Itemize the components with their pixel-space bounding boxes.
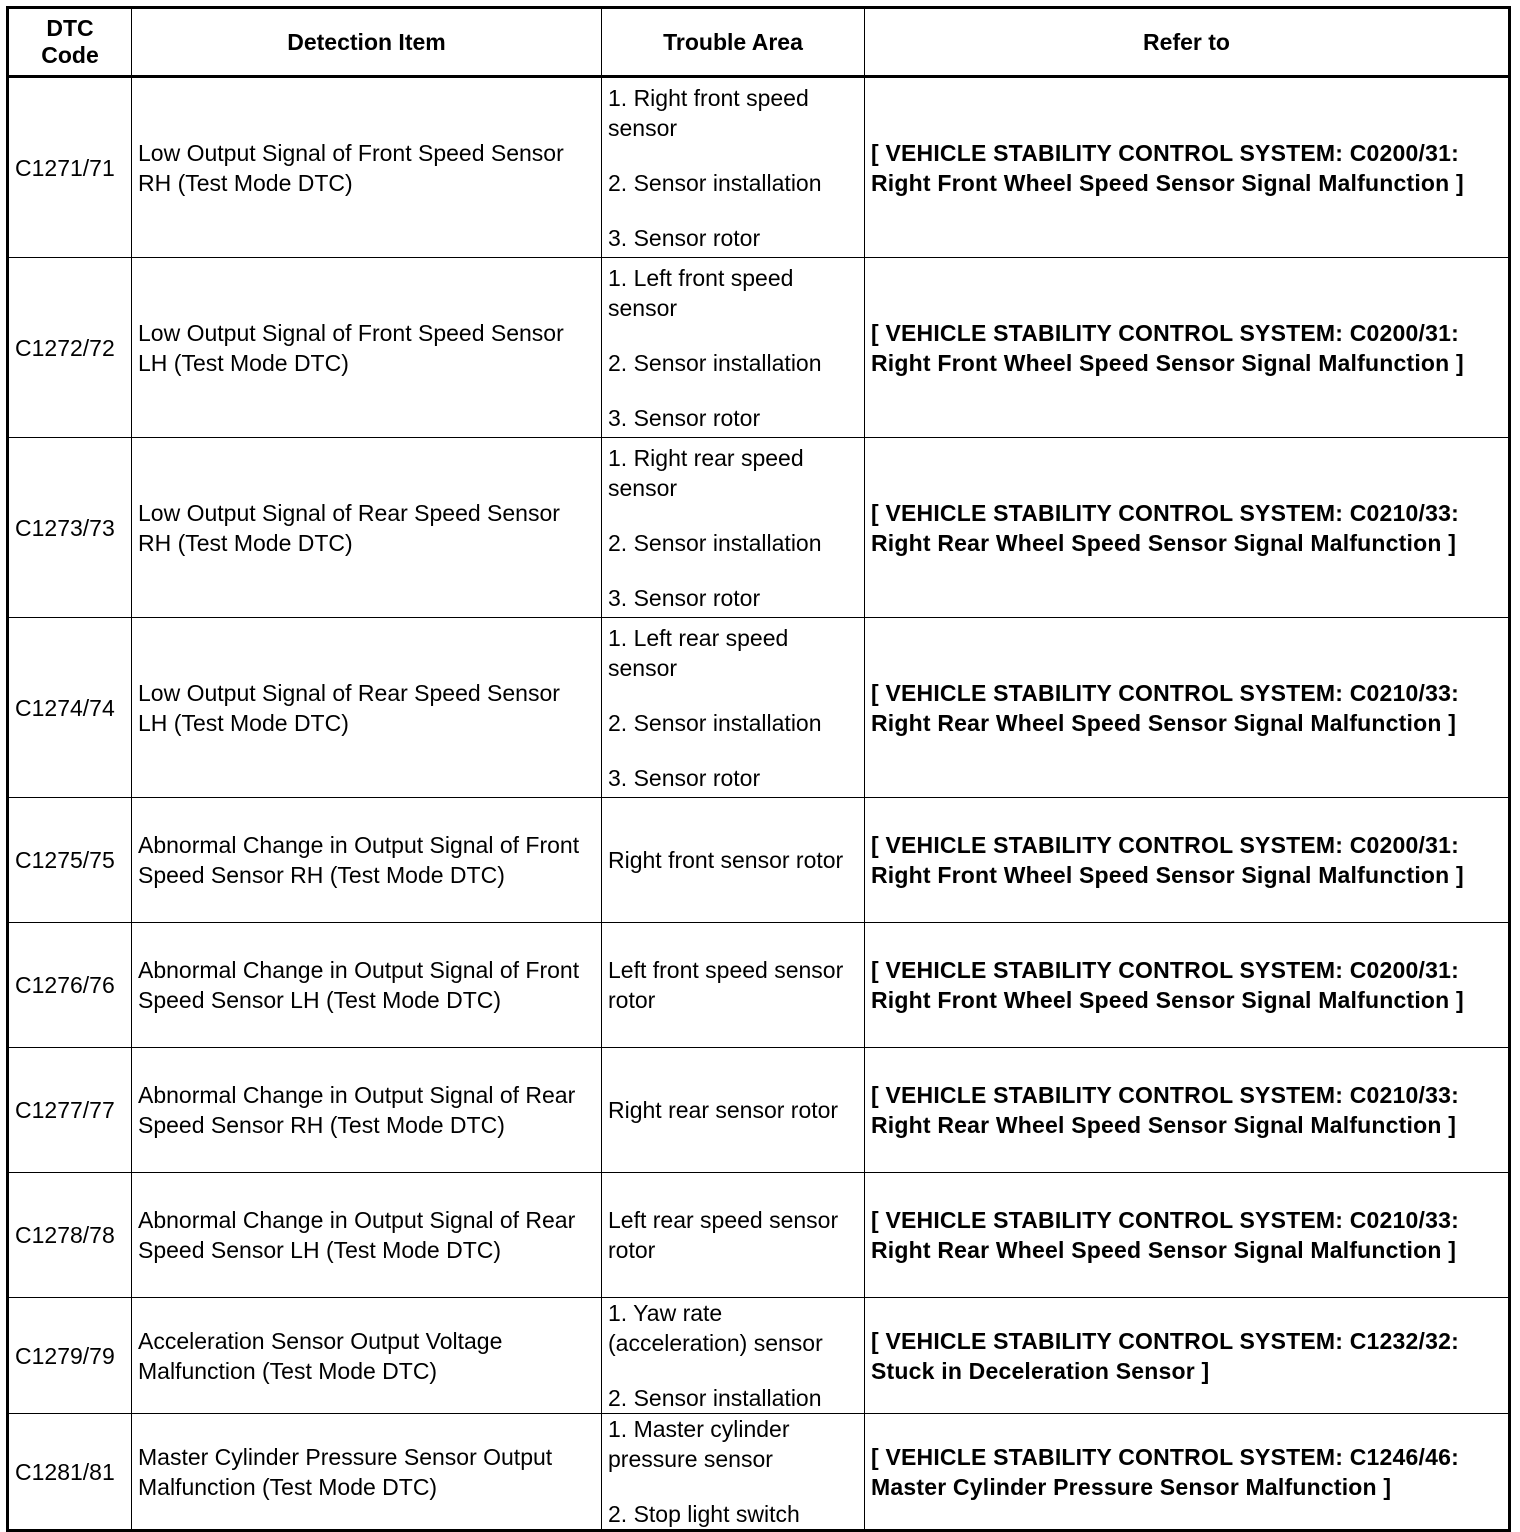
- trouble-area-item: 3. Sensor rotor: [608, 584, 761, 611]
- detection-item-cell: Abnormal Change in Output Signal of Rear Speed Sensor RH (Test Mode DTC): [132, 1048, 602, 1173]
- dtc-code-cell: C1271/71: [8, 77, 132, 258]
- trouble-area-item: 1. Left rear speed sensor: [608, 624, 789, 681]
- trouble-area-cell: [602, 1298, 865, 1414]
- table-row: [8, 618, 1510, 798]
- table-row: [8, 1298, 1510, 1414]
- dtc-code-cell: C1272/72: [8, 258, 132, 438]
- trouble-area-cell: [602, 798, 865, 923]
- trouble-area-item: 2. Sensor installation: [608, 349, 822, 376]
- header-refer-to: Refer to: [865, 8, 1510, 77]
- trouble-area-cell: [602, 438, 865, 618]
- refer-to-cell: [ VEHICLE STABILITY CONTROL SYSTEM: C0200/31: Right Front Wheel Speed Sensor Signal Malfunction ]: [865, 77, 1510, 258]
- header-dtc-code-label: DTC Code: [41, 14, 99, 68]
- header-row: [8, 8, 1510, 77]
- header-dtc-code: [8, 8, 132, 77]
- table-row: [8, 923, 1510, 1048]
- trouble-area-item: Left front speed sensor rotor: [608, 957, 844, 1013]
- detection-item-cell: Low Output Signal of Front Speed Sensor LH (Test Mode DTC): [132, 258, 602, 438]
- table-row: [8, 258, 1510, 438]
- trouble-area-item: 1. Left front speed sensor: [608, 264, 794, 321]
- dtc-code-cell: C1277/77: [8, 1048, 132, 1173]
- refer-to-cell: [ VEHICLE STABILITY CONTROL SYSTEM: C1246/46: Master Cylinder Pressure Sensor Malfunction ]: [865, 1414, 1510, 1531]
- trouble-area-item: 1. Master cylinder pressure sensor: [608, 1416, 790, 1472]
- trouble-area-cell: [602, 1414, 865, 1531]
- table-row: [8, 1048, 1510, 1173]
- trouble-area-item: 2. Sensor installation: [608, 1385, 822, 1411]
- detection-item-cell: Acceleration Sensor Output Voltage Malfunction (Test Mode DTC): [132, 1298, 602, 1414]
- table-row: [8, 438, 1510, 618]
- dtc-code-cell: C1273/73: [8, 438, 132, 618]
- trouble-area-item: 3. Sensor rotor: [608, 224, 761, 251]
- detection-item-cell: Master Cylinder Pressure Sensor Output Malfunction (Test Mode DTC): [132, 1414, 602, 1531]
- refer-to-cell: [ VEHICLE STABILITY CONTROL SYSTEM: C1232/32: Stuck in Deceleration Sensor ]: [865, 1298, 1510, 1414]
- detection-item-cell: Low Output Signal of Front Speed Sensor RH (Test Mode DTC): [132, 77, 602, 258]
- refer-to-cell: [ VEHICLE STABILITY CONTROL SYSTEM: C0200/31: Right Front Wheel Speed Sensor Signal Malfunction ]: [865, 798, 1510, 923]
- table-row: [8, 77, 1510, 258]
- dtc-code-cell: C1276/76: [8, 923, 132, 1048]
- refer-to-cell: [ VEHICLE STABILITY CONTROL SYSTEM: C0210/33: Right Rear Wheel Speed Sensor Signal Malfunction ]: [865, 438, 1510, 618]
- header-detection-item: Detection Item: [132, 8, 602, 77]
- detection-item-cell: Low Output Signal of Rear Speed Sensor LH (Test Mode DTC): [132, 618, 602, 798]
- refer-to-cell: [ VEHICLE STABILITY CONTROL SYSTEM: C0210/33: Right Rear Wheel Speed Sensor Signal Malfunction ]: [865, 1173, 1510, 1298]
- trouble-area-cell: [602, 1048, 865, 1173]
- dtc-code-cell: C1278/78: [8, 1173, 132, 1298]
- trouble-area-item: Left rear speed sensor rotor: [608, 1207, 839, 1263]
- detection-item-cell: Low Output Signal of Rear Speed Sensor RH (Test Mode DTC): [132, 438, 602, 618]
- trouble-area-item: 1. Right front speed sensor: [608, 84, 809, 141]
- trouble-area-cell: [602, 1173, 865, 1298]
- trouble-area-cell: [602, 923, 865, 1048]
- refer-to-cell: [ VEHICLE STABILITY CONTROL SYSTEM: C0200/31: Right Front Wheel Speed Sensor Signal Malfunction ]: [865, 923, 1510, 1048]
- trouble-area-cell: [602, 77, 865, 258]
- refer-to-cell: [ VEHICLE STABILITY CONTROL SYSTEM: C0210/33: Right Rear Wheel Speed Sensor Signal Malfunction ]: [865, 618, 1510, 798]
- trouble-area-item: 1. Yaw rate (acceleration) sensor: [608, 1300, 823, 1356]
- trouble-area-item: 1. Right rear speed sensor: [608, 444, 804, 501]
- trouble-area-item: 2. Sensor installation: [608, 529, 822, 556]
- table-row: [8, 1414, 1510, 1531]
- trouble-area-item: 2. Sensor installation: [608, 709, 822, 736]
- detection-item-cell: Abnormal Change in Output Signal of Front Speed Sensor LH (Test Mode DTC): [132, 923, 602, 1048]
- detection-item-cell: Abnormal Change in Output Signal of Front Speed Sensor RH (Test Mode DTC): [132, 798, 602, 923]
- refer-to-cell: [ VEHICLE STABILITY CONTROL SYSTEM: C0200/31: Right Front Wheel Speed Sensor Signal Malfunction ]: [865, 258, 1510, 438]
- detection-item-cell: Abnormal Change in Output Signal of Rear Speed Sensor LH (Test Mode DTC): [132, 1173, 602, 1298]
- trouble-area-item: 3. Sensor rotor: [608, 404, 761, 431]
- dtc-code-cell: C1275/75: [8, 798, 132, 923]
- header-trouble-area: Trouble Area: [602, 8, 865, 77]
- trouble-area-cell: [602, 618, 865, 798]
- trouble-area-item: Right front sensor rotor: [608, 847, 844, 873]
- dtc-code-cell: C1279/79: [8, 1298, 132, 1414]
- dtc-code-cell: C1274/74: [8, 618, 132, 798]
- table-row: [8, 798, 1510, 923]
- trouble-area-item: Right rear sensor rotor: [608, 1097, 839, 1123]
- trouble-area-item: 3. Sensor rotor: [608, 764, 761, 791]
- table-row: [8, 1173, 1510, 1298]
- trouble-area-cell: [602, 258, 865, 438]
- trouble-area-item: 2. Stop light switch: [608, 1501, 800, 1527]
- refer-to-cell: [ VEHICLE STABILITY CONTROL SYSTEM: C0210/33: Right Rear Wheel Speed Sensor Signal Malfunction ]: [865, 1048, 1510, 1173]
- dtc-code-cell: C1281/81: [8, 1414, 132, 1531]
- trouble-area-item: 2. Sensor installation: [608, 169, 822, 196]
- dtc-table: [6, 6, 1511, 1532]
